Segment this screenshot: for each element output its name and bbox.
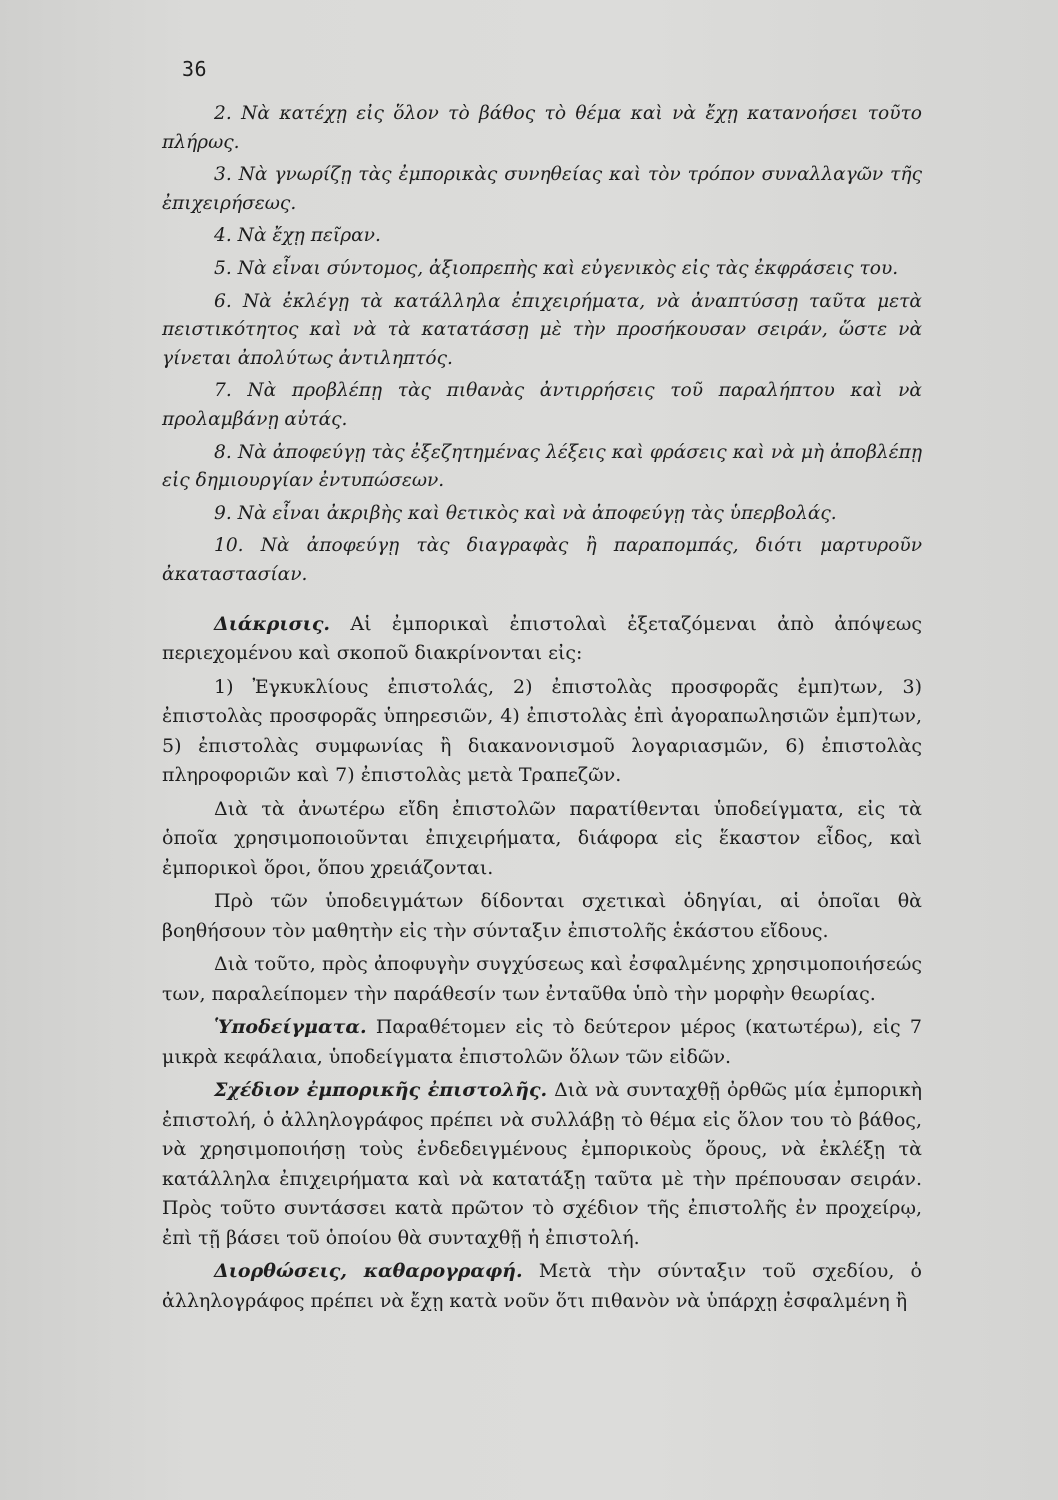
list-item bbox=[162, 161, 922, 218]
list-number: 4. bbox=[214, 225, 232, 247]
list-number: 3. bbox=[214, 164, 232, 186]
list-text: Νὰ γνωρίζῃ τὰς ἐμπορικὰς συνηθείας καὶ τὸν τρόπον συναλλαγῶν τῆς ἐπιχειρήσεως. bbox=[162, 164, 922, 214]
section-schedion bbox=[162, 1076, 922, 1253]
list-text: Νὰ εἶναι ἀκριβὴς καὶ θετικὸς καὶ νὰ ἀποφεύγῃ τὰς ὑπερβολάς. bbox=[237, 502, 837, 524]
paragraph: Πρὸ τῶν ὑποδειγμάτων δίδονται σχετικαὶ ὁδηγίαι, αἱ ὁποῖαι θὰ βοηθήσουν τὸν μαθητὴν εἰς τὴν σύνταξιν ἐπιστολῆς ἑκάστου εἴδους. bbox=[162, 890, 922, 942]
page-number: 36 bbox=[182, 57, 208, 81]
list-number: 7. bbox=[214, 380, 232, 402]
page-text bbox=[162, 100, 922, 1316]
section-text: Παραθέτομεν εἰς τὸ δεύτερον μέρος (κατωτέρω), εἰς 7 μικρὰ κεφάλαια, ὑποδείγματα ἐπιστολῶν ὅλων τῶν εἰδῶν. bbox=[162, 1016, 922, 1068]
list-number: 10. bbox=[214, 535, 244, 557]
list-item bbox=[162, 377, 922, 434]
list-text: Νὰ εἶναι σύντομος, ἀξιοπρεπὴς καὶ εὐγενικὸς εἰς τὰς ἐκφράσεις του. bbox=[237, 257, 899, 279]
list-item bbox=[162, 222, 922, 251]
section-diorthoseis bbox=[162, 1257, 922, 1316]
list-item bbox=[162, 500, 922, 529]
list-text: Νὰ κατέχῃ εἰς ὅλον τὸ βάθος τὸ θέμα καὶ νὰ ἔχῃ κατανοήσει τοῦτο πλήρως. bbox=[162, 103, 922, 153]
section-text: Μετὰ τὴν σύνταξιν τοῦ σχεδίου, ὁ ἀλληλογράφος πρέπει νὰ ἔχῃ κατὰ νοῦν ὅτι πιθανὸν νὰ ὑπάρχῃ ἐσφαλμένη ἢ bbox=[162, 1260, 922, 1312]
list-item bbox=[162, 532, 922, 589]
list-number: 9. bbox=[214, 502, 232, 524]
list-item bbox=[162, 100, 922, 157]
section-heading: Σχέδιον ἐμπορικῆς ἐπιστολῆς. bbox=[214, 1079, 548, 1101]
section-text: Διὰ νὰ συνταχθῇ ὀρθῶς μία ἐμπορικὴ ἐπιστολή, ὁ ἀλληλογράφος πρέπει νὰ συλλάβῃ τὸ θέμα εἰς ὅλον του τὸ βάθος, νὰ χρησιμοποιήσῃ τοὺς ἐνδεδειγμένους ἐμπορικοὺς ὅρους, νὰ ἐκλέξῃ τὰ κατάλληλα ἐπιχειρήματα καὶ νὰ κατατάξῃ ταῦτα μὲ τὴν πρέπουσαν σειράν. Πρὸς τοῦτο συντάσσει κατὰ πρῶτον τὸ σχέδιον τῆς ἐπιστολῆς ἐν προχείρῳ, ἐπὶ τῇ βάσει τοῦ ὁποίου θὰ συνταχθῇ ἡ ἐπιστολή. bbox=[162, 1079, 922, 1249]
list-item bbox=[162, 439, 922, 496]
list-number: 2. bbox=[214, 103, 232, 124]
list-item bbox=[162, 255, 922, 284]
list-text: Νὰ ἔχῃ πεῖραν. bbox=[237, 225, 381, 247]
paragraph: Διὰ τοῦτο, πρὸς ἀποφυγὴν συγχύσεως καὶ ἐσφαλμένης χρησιμοποιήσεώς των, παραλείπομεν τὴν παράθεσίν των ἐνταῦθα ὑπὸ τὴν μορφὴν θεωρίας. bbox=[162, 953, 922, 1005]
paragraph: Διὰ τὰ ἀνωτέρω εἴδη ἐπιστολῶν παρατίθενται ὑποδείγματα, εἰς τὰ ὁποῖα χρησιμοποιοῦνται ἐπιχειρήματα, διάφορα εἰς ἕκαστον εἶδος, καὶ ἐμπορικοὶ ὅροι, ὅπου χρειάζονται. bbox=[162, 797, 922, 879]
section-text: Αἱ ἐμπορικαὶ ἐπιστολαὶ ἐξεταζόμεναι ἀπὸ ἀπόψεως περιεχομένου καὶ σκοποῦ διακρίνονται εἰς: bbox=[162, 612, 923, 664]
list-number: 6. bbox=[214, 290, 232, 312]
list-text: Νὰ προβλέπῃ τὰς πιθανὰς ἀντιρρήσεις τοῦ παραλήπτου καὶ νὰ προλαμβάνῃ αὐτάς. bbox=[162, 380, 922, 430]
section-diakrisis bbox=[162, 610, 922, 669]
list-text: Νὰ ἐκλέγῃ τὰ κατάλληλα ἐπιχειρήματα, νὰ ἀναπτύσσῃ ταῦτα μετὰ πειστικότητος καὶ νὰ τὰ κατατάσσῃ μὲ τὴν προσήκουσαν σειράν, ὥστε νὰ γίνεται ἀπολύτως ἀντιληπτός. bbox=[162, 290, 922, 369]
section-heading: Διορθώσεις, καθαρογραφή. bbox=[214, 1260, 523, 1282]
section-ypodeigmata bbox=[162, 1013, 922, 1072]
list-number: 5. bbox=[214, 257, 232, 279]
section-heading: Διάκρισις. bbox=[214, 612, 331, 635]
list-text: Νὰ ἀποφεύγῃ τὰς διαγραφὰς ἢ παραπομπάς, διότι μαρτυροῦν ἀκαταστασίαν. bbox=[162, 535, 922, 585]
section-heading: Ὑποδείγματα. bbox=[214, 1016, 367, 1038]
list-number: 8. bbox=[214, 441, 232, 463]
paragraph: 1) Ἐγκυκλίους ἐπιστολάς, 2) ἐπιστολὰς προσφορᾶς ἐμπ)των, 3) ἐπιστολὰς προσφορᾶς ὑπηρεσιῶν, 4) ἐπιστολὰς ἐπὶ ἀγοραπωλησιῶν ἐμπ)των, 5) ἐπιστολὰς συμφωνίας ἢ διακανονισμοῦ λογαριασμῶν, 6) ἐπιστολὰς πληροφοριῶν καὶ 7) ἐπιστολὰς μετὰ Τραπεζῶν. bbox=[162, 675, 922, 786]
list-item bbox=[162, 288, 922, 374]
list-text: Νὰ ἀποφεύγῃ τὰς ἐξεζητημένας λέξεις καὶ φράσεις καὶ νὰ μὴ ἀποβλέπῃ εἰς δημιουργίαν ἐντυπώσεων. bbox=[162, 441, 922, 492]
